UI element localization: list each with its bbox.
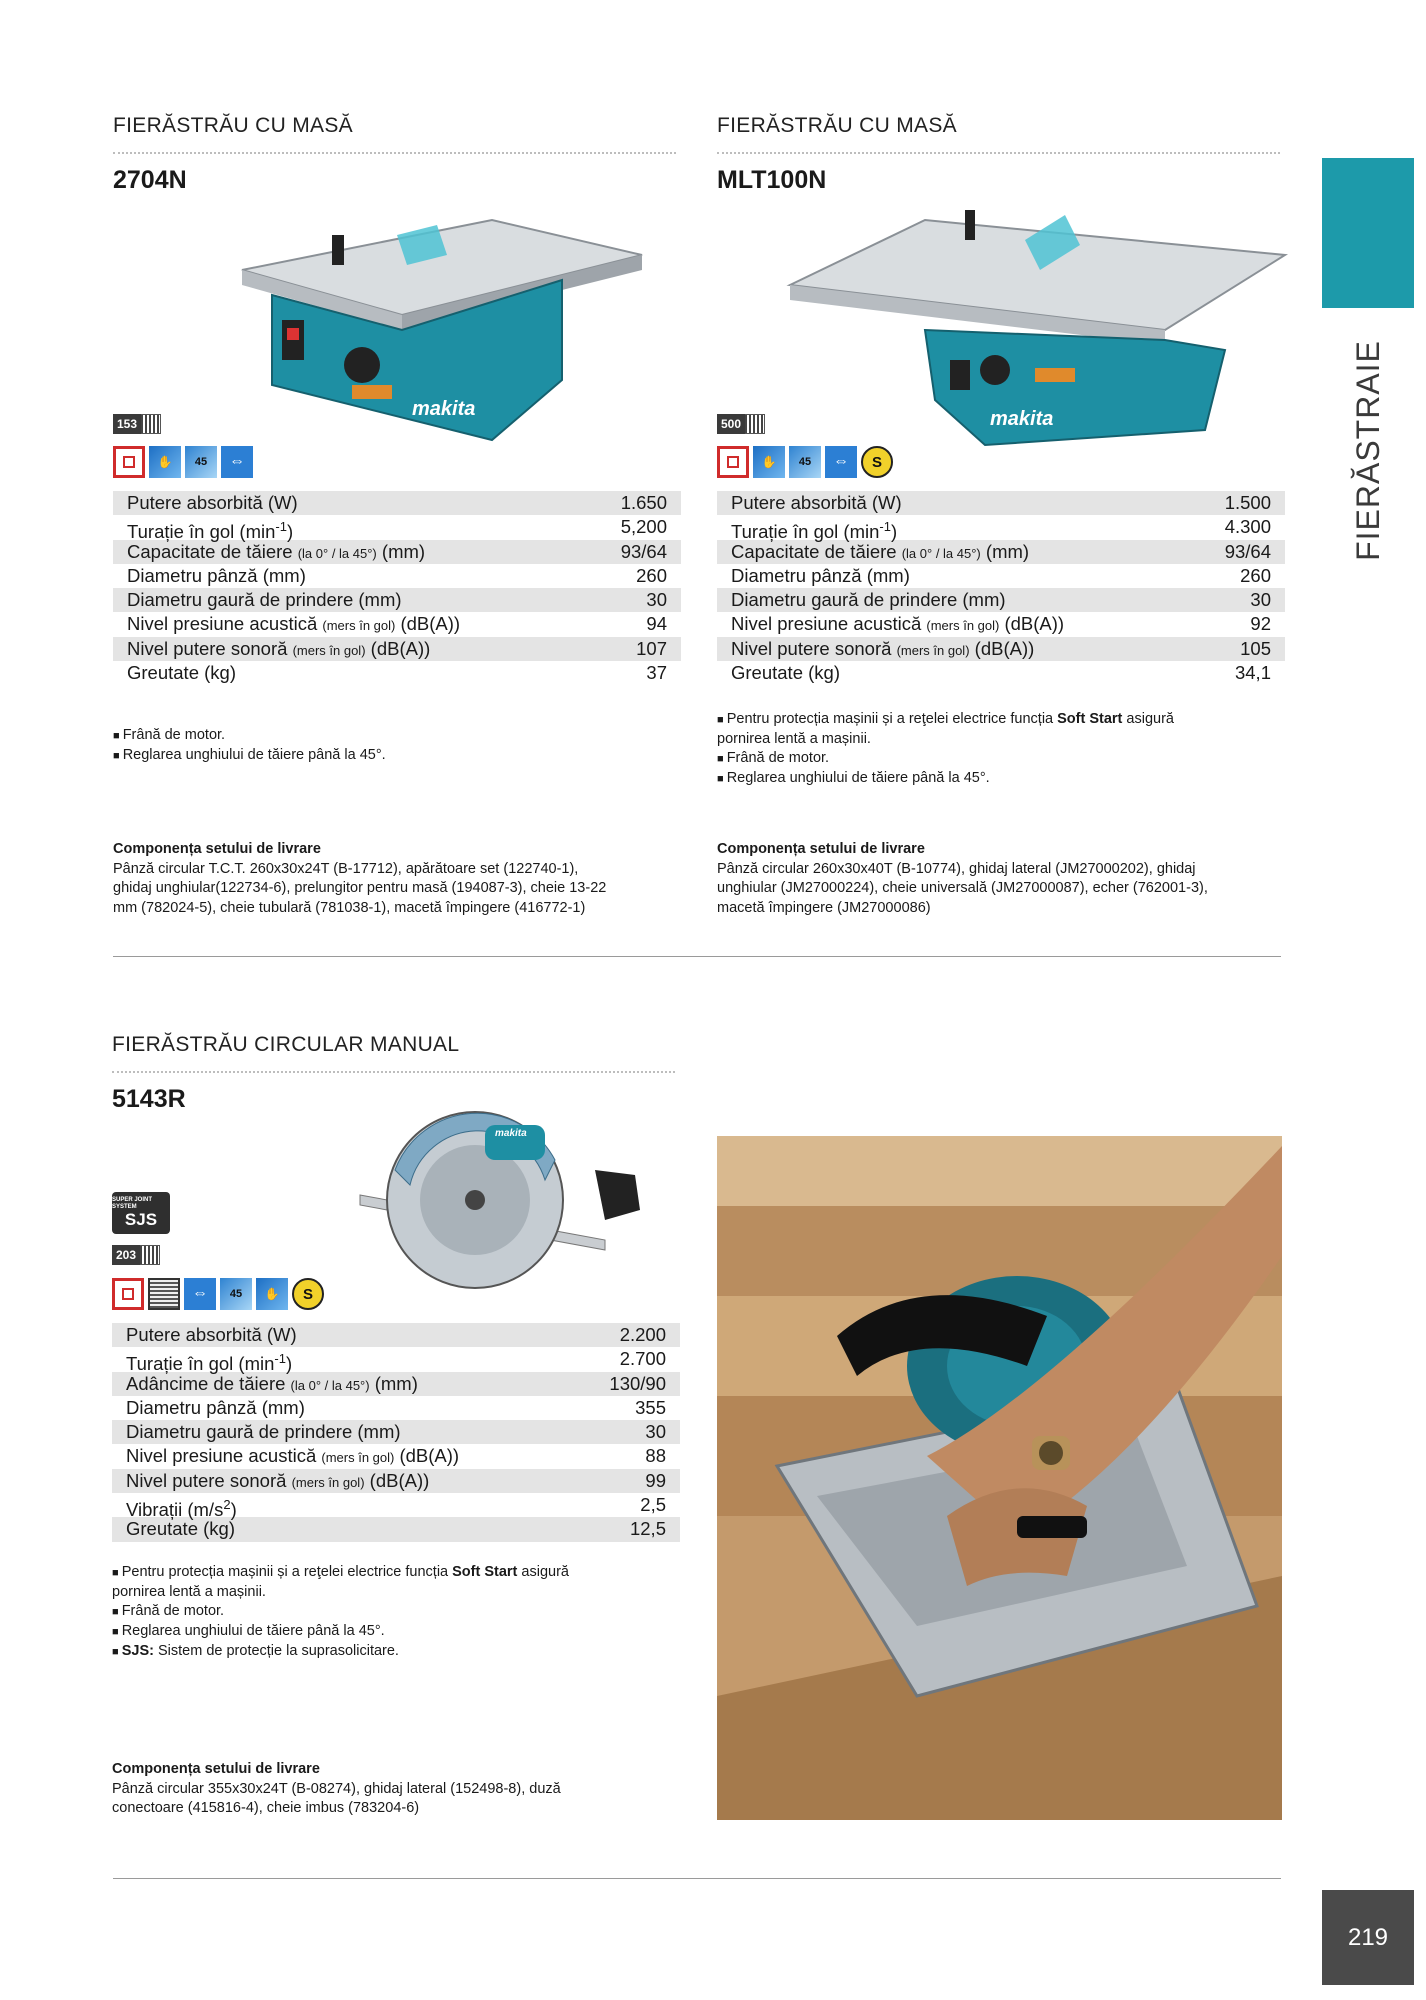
spec-value: 30 bbox=[646, 589, 667, 611]
table-saw-illustration bbox=[232, 200, 652, 452]
spec-label: Turație în gol $(\min^{-1})$ bbox=[731, 519, 898, 543]
spec-table-2704n bbox=[113, 491, 681, 685]
product-category: FIERĂSTRĂU CU MASĂ bbox=[717, 114, 957, 137]
blade-teeth-count: 153 bbox=[113, 414, 141, 434]
bullet-item: ■ Pentru protecția mașinii și a reţelei electrice funcția Soft Start asigură bbox=[112, 1563, 682, 1583]
table-saw-illustration bbox=[785, 200, 1290, 452]
spec-value: 88 bbox=[645, 1445, 666, 1467]
product-category: FIERĂSTRĂU CU MASĂ bbox=[113, 114, 353, 137]
delivery-line: mm (782024-5), cheie tubulară (781038-1), macetă împingere (416772-1) bbox=[113, 899, 586, 916]
spec-value: 107 bbox=[636, 637, 667, 659]
product-model: 5143R bbox=[112, 1085, 186, 1113]
spec-label: Diametru gaură de prindere (mm) bbox=[731, 589, 1006, 611]
spec-row bbox=[113, 564, 681, 588]
table-saw-mlt100n-image bbox=[785, 200, 1290, 452]
motor-brake-icon bbox=[717, 446, 749, 478]
spec-row bbox=[112, 1323, 680, 1347]
spec-row bbox=[112, 1347, 680, 1375]
delivery-5143r bbox=[112, 1760, 682, 1819]
brand-logo: makita bbox=[412, 398, 476, 420]
dotted-divider bbox=[113, 152, 676, 154]
spec-label: Diametru pânză (mm) bbox=[126, 1396, 305, 1418]
sjs-logo bbox=[112, 1192, 170, 1234]
circular-saw-illustration bbox=[355, 1100, 650, 1295]
dotted-divider bbox=[112, 1071, 675, 1073]
spec-row bbox=[717, 515, 1285, 543]
spec-value: 260 bbox=[1240, 564, 1271, 586]
spec-label: Diametru pânză (mm) bbox=[731, 564, 910, 586]
spec-value: 2,5 bbox=[640, 1494, 666, 1516]
spec-label: Greutate (kg) bbox=[126, 1518, 235, 1540]
delivery-line: Pânză circular 260x30x40T (B-10774), ghidaj lateral (JM27000202), ghidaj bbox=[717, 860, 1196, 877]
delivery-line: ghidaj unghiular(122734-6), prelungitor pentru masă (194087-3), cheie 13-22 bbox=[113, 880, 607, 896]
feature-icons bbox=[112, 1278, 324, 1310]
bullet-item: ■ Frână de motor. bbox=[113, 726, 673, 746]
delivery-title: Componența setului de livrare bbox=[113, 841, 321, 857]
sjs-caption: SUPER JOINT SYSTEM bbox=[112, 1197, 153, 1210]
spec-label: Nivel presiune acustică (mers în gol) (dB(A)) bbox=[731, 613, 1065, 635]
blade-badge bbox=[112, 1245, 160, 1265]
spec-value: 130/90 bbox=[609, 1372, 666, 1394]
product-2704n bbox=[113, 110, 681, 195]
bullet-continuation: pornirea lentă a mașinii. bbox=[112, 1584, 266, 1600]
page-number: 219 bbox=[1322, 1890, 1414, 1985]
spec-value: 93/64 bbox=[620, 540, 667, 562]
spec-label: Putere absorbită (W) bbox=[126, 1324, 297, 1345]
dotted-divider bbox=[717, 152, 1280, 154]
spec-row bbox=[113, 661, 681, 685]
spec-label: Capacitate de tăiere (la 0° / la 45°) (mm) bbox=[731, 540, 1030, 562]
spec-row bbox=[717, 661, 1285, 685]
spec-value: 12,5 bbox=[629, 1518, 666, 1540]
spec-row bbox=[717, 540, 1285, 564]
spec-row bbox=[717, 612, 1285, 636]
delivery-line: Pânză circular T.C.T. 260x30x24T (B-17712), apărătoare set (122740-1), bbox=[113, 860, 579, 877]
bevel-45-icon: 45 bbox=[789, 446, 821, 478]
bullet-item: ■ Reglarea unghiului de tăiere până la 45°. bbox=[717, 769, 1287, 789]
delivery-mlt100n bbox=[717, 840, 1287, 918]
delivery-2704n bbox=[113, 840, 683, 918]
product-category: FIERĂSTRĂU CIRCULAR MANUAL bbox=[112, 1033, 460, 1056]
brand-logo: makita bbox=[990, 408, 1054, 430]
spec-value: 105 bbox=[1240, 637, 1271, 659]
spec-label: Nivel presiune acustică (mers în gol) (dB(A)) bbox=[127, 613, 461, 635]
soft-start-icon: S bbox=[292, 1278, 324, 1310]
spec-label: Diametru gaură de prindere (mm) bbox=[127, 589, 402, 611]
spec-value: 1.650 bbox=[620, 492, 667, 513]
product-model: MLT100N bbox=[717, 166, 827, 194]
spec-label: Nivel presiune acustică (mers în gol) (dB(A)) bbox=[126, 1445, 460, 1467]
spec-value: 92 bbox=[1250, 613, 1271, 635]
spec-row bbox=[113, 515, 681, 543]
extension-arrows-icon: ⇔ bbox=[825, 446, 857, 478]
product-model: 2704N bbox=[113, 166, 187, 194]
spec-row bbox=[112, 1372, 680, 1396]
spec-row bbox=[112, 1420, 680, 1444]
spec-row bbox=[717, 588, 1285, 612]
feature-bullets-2704n bbox=[113, 726, 673, 766]
spec-value: 355 bbox=[635, 1396, 666, 1418]
section-color-tab bbox=[1322, 158, 1414, 308]
spec-label: Nivel putere sonoră (mers în gol) (dB(A)) bbox=[731, 637, 1035, 659]
safety-hand-icon: ✋ bbox=[149, 446, 181, 478]
brand-logo: makita bbox=[495, 1128, 527, 1139]
motor-brake-icon bbox=[112, 1278, 144, 1310]
delivery-line: conectoare (415816-4), cheie imbus (783204-6) bbox=[112, 1800, 420, 1816]
bullet-item: ■ Pentru protecția mașinii și a reţelei electrice funcția Soft Start asigură bbox=[717, 710, 1287, 730]
bottom-divider bbox=[113, 1878, 1281, 1879]
spec-label: Vibrații $(m/s^2)$ bbox=[126, 1497, 237, 1521]
circular-saw-in-use-photo bbox=[717, 1136, 1282, 1820]
spec-value: 260 bbox=[636, 564, 667, 586]
spec-row bbox=[112, 1444, 680, 1468]
spec-row bbox=[113, 588, 681, 612]
delivery-line: unghiular (JM27000224), cheie universală (JM27000087), echer (762001-3), bbox=[717, 880, 1208, 896]
spec-label: Putere absorbită (W) bbox=[127, 492, 298, 513]
spec-value: 4.300 bbox=[1224, 516, 1271, 538]
feature-bullets-5143r bbox=[112, 1563, 682, 1662]
spec-label: Greutate (kg) bbox=[731, 662, 840, 684]
bullet-continuation: pornirea lentă a mașinii. bbox=[717, 731, 871, 747]
spec-value: 93/64 bbox=[1224, 540, 1271, 562]
motor-brake-icon bbox=[113, 446, 145, 478]
feature-bullets-mlt100n bbox=[717, 710, 1287, 789]
spec-row bbox=[113, 491, 681, 515]
spec-label: Nivel putere sonoră (mers în gol) (dB(A)) bbox=[126, 1469, 430, 1491]
spec-table-5143r bbox=[112, 1323, 680, 1542]
section-side-label bbox=[1322, 330, 1414, 570]
spec-value: 30 bbox=[645, 1421, 666, 1443]
spec-value: 99 bbox=[645, 1469, 666, 1491]
spec-row bbox=[112, 1517, 680, 1541]
spec-value: 2.700 bbox=[619, 1348, 666, 1370]
spec-row bbox=[717, 564, 1285, 588]
blade-wave-icon bbox=[141, 414, 161, 434]
spec-value: 34,1 bbox=[1234, 662, 1271, 684]
bullet-item: ■ Reglarea unghiului de tăiere până la 45°. bbox=[113, 746, 673, 766]
safety-hand-icon: ✋ bbox=[256, 1278, 288, 1310]
soft-start-icon: S bbox=[861, 446, 893, 478]
spec-value: 2.200 bbox=[619, 1324, 666, 1345]
section-divider bbox=[113, 956, 1281, 957]
extension-arrows-icon: ⇔ bbox=[221, 446, 253, 478]
spec-label: Capacitate de tăiere (la 0° / la 45°) (mm) bbox=[127, 540, 426, 562]
delivery-title: Componența setului de livrare bbox=[717, 841, 925, 857]
spec-row bbox=[717, 491, 1285, 515]
blade-badge bbox=[717, 414, 765, 434]
spec-row bbox=[717, 637, 1285, 661]
delivery-line: macetă împingere (JM27000086) bbox=[717, 899, 931, 916]
product-mlt100n bbox=[717, 110, 1285, 195]
feature-icons bbox=[113, 446, 253, 478]
extension-arrows-icon: ⇔ bbox=[184, 1278, 216, 1310]
spec-label: Turație în gol $(\min^{-1})$ bbox=[126, 1351, 293, 1375]
guide-rail-icon bbox=[148, 1278, 180, 1310]
spec-label: Diametru gaură de prindere (mm) bbox=[126, 1421, 401, 1443]
safety-hand-icon: ✋ bbox=[753, 446, 785, 478]
bullet-item: ■ Frână de motor. bbox=[112, 1602, 682, 1622]
blade-wave-icon bbox=[745, 414, 765, 434]
spec-row bbox=[112, 1396, 680, 1420]
usage-photo-illustration bbox=[717, 1136, 1282, 1820]
bullet-item: ■ Reglarea unghiului de tăiere până la 45°. bbox=[112, 1622, 682, 1642]
spec-value: 37 bbox=[646, 662, 667, 684]
circular-saw-5143r-image bbox=[355, 1100, 650, 1295]
spec-label: Adâncime de tăiere (la 0° / la 45°) (mm) bbox=[126, 1372, 418, 1394]
table-saw-2704n-image bbox=[232, 200, 652, 452]
spec-row bbox=[113, 637, 681, 661]
spec-table-mlt100n bbox=[717, 491, 1285, 685]
spec-row bbox=[112, 1493, 680, 1521]
blade-teeth-count: 500 bbox=[717, 414, 745, 434]
blade-teeth-count: 203 bbox=[112, 1245, 140, 1265]
spec-label: Greutate (kg) bbox=[127, 662, 236, 684]
spec-value: 1.500 bbox=[1224, 492, 1271, 513]
spec-value: 5,200 bbox=[620, 516, 667, 538]
section-label-text: FIERĂSTRAIE bbox=[1349, 339, 1386, 561]
delivery-line: Pânză circular 355x30x24T (B-08274), ghidaj lateral (152498-8), duză bbox=[112, 1780, 561, 1797]
spec-value: 30 bbox=[1250, 589, 1271, 611]
spec-label: Nivel putere sonoră (mers în gol) (dB(A)) bbox=[127, 637, 431, 659]
spec-row bbox=[112, 1469, 680, 1493]
spec-label: Putere absorbită (W) bbox=[731, 492, 902, 513]
delivery-title: Componența setului de livrare bbox=[112, 1761, 320, 1777]
bevel-45-icon: 45 bbox=[220, 1278, 252, 1310]
spec-row bbox=[113, 540, 681, 564]
blade-wave-icon bbox=[140, 1245, 160, 1265]
feature-icons bbox=[717, 446, 893, 478]
spec-label: Turație în gol $(\min^{-1})$ bbox=[127, 519, 294, 543]
blade-badge bbox=[113, 414, 161, 434]
spec-label: Diametru pânză (mm) bbox=[127, 564, 306, 586]
bullet-item: ■ Frână de motor. bbox=[717, 749, 1287, 769]
bevel-45-icon: 45 bbox=[185, 446, 217, 478]
bullet-item: ■ SJS: Sistem de protecție la suprasolicitare. bbox=[112, 1642, 682, 1662]
sjs-text: SJS bbox=[124, 1210, 158, 1229]
spec-row bbox=[113, 612, 681, 636]
spec-value: 94 bbox=[646, 613, 667, 635]
